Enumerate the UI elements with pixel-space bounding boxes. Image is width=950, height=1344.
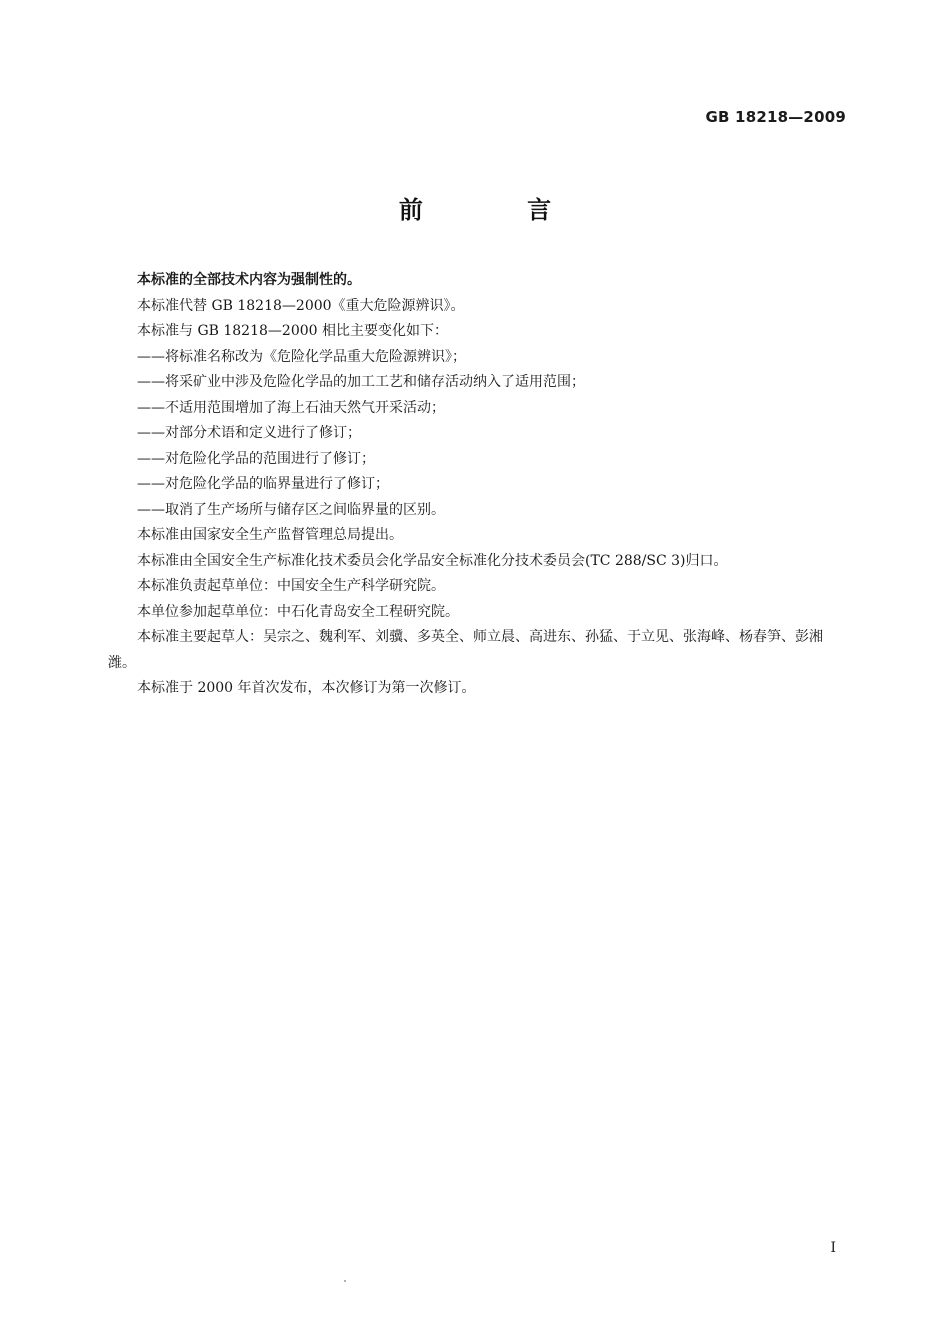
- page-title: 前 言: [398, 196, 600, 224]
- scan-speck: [344, 1280, 346, 1282]
- paragraph-technical-committee: 本标准由全国安全生产标准化技术委员会化学品安全标准化分技术委员会(TC 288/SC 3)归口。: [137, 552, 728, 569]
- change-item: ——对危险化学品的范围进行了修订；: [137, 450, 375, 467]
- change-item: ——将标准名称改为《危险化学品重大危险源辨识》；: [137, 348, 466, 365]
- paragraph-publication-history: 本标准于 2000 年首次发布，本次修订为第一次修订。: [137, 680, 476, 696]
- paragraph-participating-drafter: 本单位参加起草单位：中石化青岛安全工程研究院。: [137, 603, 459, 620]
- change-item: ——对危险化学品的临界量进行了修订；: [137, 476, 389, 492]
- paragraph-responsible-drafter: 本标准负责起草单位：中国安全生产科学研究院。: [137, 578, 445, 594]
- paragraph-proposed-by: 本标准由国家安全生产监督管理总局提出。: [137, 527, 403, 543]
- change-item: ——取消了生产场所与储存区之间临界量的区别。: [137, 501, 445, 518]
- paragraph-main-drafters: 本标准主要起草人：吴宗之、魏利军、刘骥、多英全、师立晨、高进东、孙猛、于立见、张海峰、杨春笋、彭湘潍。: [108, 629, 823, 671]
- paragraph-replaces: 本标准代替 GB 18218—2000《重大危险源辨识》。: [137, 297, 465, 314]
- change-item: ——对部分术语和定义进行了修订；: [137, 425, 361, 441]
- change-item: ——将采矿业中涉及危险化学品的加工工艺和储存活动纳入了适用范围；: [137, 374, 585, 390]
- paragraph-mandatory-statement: 本标准的全部技术内容为强制性的。: [137, 272, 361, 288]
- change-item: ——不适用范围增加了海上石油天然气开采活动；: [137, 399, 445, 416]
- paragraph-changes-intro: 本标准与 GB 18218—2000 相比主要变化如下：: [137, 323, 448, 339]
- page-number: I: [830, 1240, 836, 1256]
- standard-code: GB 18218—2009: [705, 108, 846, 126]
- foreword-body: [108, 268, 848, 702]
